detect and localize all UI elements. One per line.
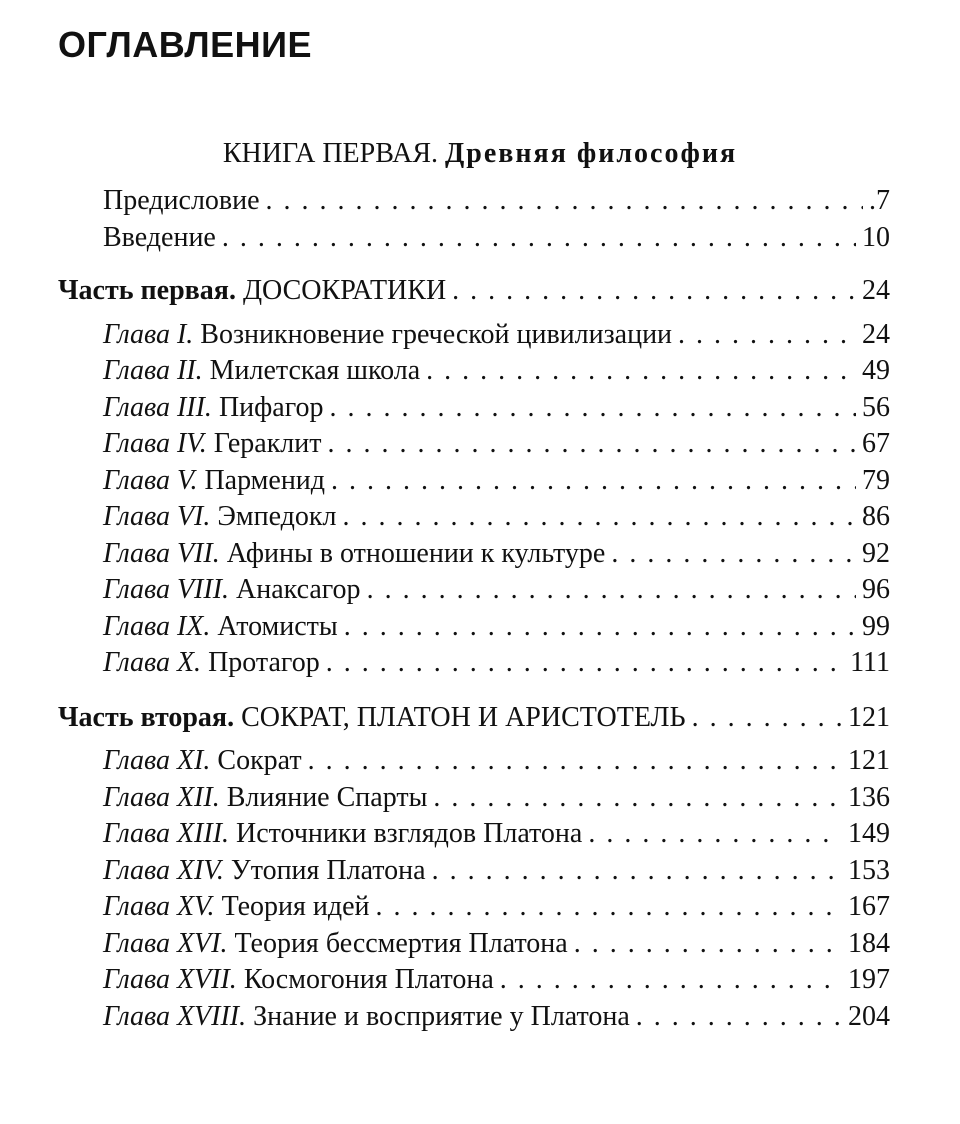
dot-leader [328,426,857,463]
toc-page-number: 67 [862,428,890,459]
toc-chapter-label [103,317,672,354]
table-of-contents [0,183,960,1035]
book-subtitle: Древняя философия [445,138,738,169]
chapter-number: Глава IX. [103,610,211,642]
toc-chapter-label [103,353,420,390]
toc-part-2[interactable] [0,700,890,737]
dot-leader [308,743,842,780]
toc-chapter-label [103,889,370,926]
toc-page-number: 149 [848,818,890,849]
toc-chapter-label [103,926,568,963]
chapter-title: Утопия Платона [230,854,426,886]
dot-leader [266,183,863,220]
toc-part-label [58,700,686,737]
toc-chapter[interactable] [0,463,890,500]
chapter-number: Глава XIV. [103,854,224,886]
toc-chapter[interactable] [0,353,890,390]
dot-leader [574,926,842,963]
dot-leader [636,999,842,1036]
book-prefix: КНИГА ПЕРВАЯ. [222,138,439,169]
chapter-title: Источники взглядов Платона [236,818,583,849]
toc-chapter[interactable] [0,743,890,780]
toc-page-number: 10 [862,221,890,253]
dot-leader [330,390,857,427]
toc-chapter-label [103,962,494,999]
chapter-title: Пифагор [218,391,324,423]
chapter-number: Глава XIII. [103,818,230,849]
chapter-title: Теория бессмертия Платона [234,927,568,959]
toc-chapter-label [103,390,324,427]
chapter-number: Глава XV. [103,891,215,922]
toc-page-number: 24 [862,318,890,350]
toc-chapter[interactable] [0,780,890,817]
toc-entry-preface[interactable] [0,183,890,220]
dot-leader [342,499,856,536]
part-title: СОКРАТ, ПЛАТОН И АРИСТОТЕЛЬ [241,701,686,733]
book-heading [0,138,960,170]
toc-chapter[interactable] [0,390,890,427]
toc-chapter-label [103,463,325,500]
chapter-title: Парменид [204,464,326,496]
toc-chapter-label [103,572,361,609]
dot-leader [611,536,856,573]
toc-chapter-label [103,780,427,817]
toc-chapter-label [103,645,320,682]
chapter-title: Атомисты [217,610,338,642]
toc-chapter-label [103,853,426,890]
chapter-title: Космогония Платона [243,964,494,995]
chapter-title: Анаксагор [236,574,361,605]
chapter-title: Теория идей [221,891,370,922]
toc-chapter-label [103,999,630,1036]
toc-chapter[interactable] [0,499,890,536]
toc-entry-introduction[interactable] [0,220,890,257]
toc-chapter[interactable] [0,999,890,1036]
dot-leader [222,220,856,257]
toc-page-number: 49 [862,355,890,386]
chapter-number: Глава X. [103,647,202,678]
toc-chapter[interactable] [0,317,890,354]
dot-leader [452,273,856,310]
toc-page-number: 167 [848,891,890,922]
toc-page-number: 204 [848,1000,890,1032]
toc-page-number: 153 [848,854,890,886]
toc-page-number: 56 [862,391,890,423]
chapter-title: Афины в отношении к культуре [226,537,606,569]
toc-entry-label: Предисловие [103,185,260,216]
toc-page-number: 86 [862,501,890,532]
part-title: ДОСОКРАТИКИ [242,275,447,306]
dot-leader [500,962,842,999]
part-prefix: Часть вторая. [58,701,235,733]
chapter-number: Глава XVI. [103,927,228,959]
chapter-title: Протагор [208,647,320,678]
toc-chapter[interactable] [0,536,890,573]
dot-leader [588,816,842,853]
toc-chapter-label [103,536,605,573]
toc-entry-label: Введение [103,221,216,253]
toc-page-number: 121 [848,745,890,776]
toc-chapter-label [103,816,582,853]
toc-chapter[interactable] [0,889,890,926]
toc-page-number: 79 [862,464,890,496]
dot-leader [678,317,856,354]
chapter-number: Глава II. [103,355,203,386]
dot-leader [331,463,856,500]
chapter-title: Сократ [217,745,302,776]
toc-page-number: 96 [862,574,890,605]
toc-page-number: 121 [848,701,890,733]
chapter-number: Глава XVIII. [103,1000,247,1032]
toc-chapter[interactable] [0,645,890,682]
toc-chapter[interactable] [0,426,890,463]
toc-page-number: .7 [869,185,890,216]
dot-leader [344,609,856,646]
dot-leader [426,353,856,390]
page-title: ОГЛАВЛЕНИЕ [58,24,313,65]
toc-page-number: 197 [848,964,890,995]
chapter-title: Возникновение греческой цивилизации [200,318,673,350]
chapter-number: Глава XI. [103,745,211,776]
dot-leader [367,572,856,609]
chapter-title: Эмпедокл [217,501,337,532]
toc-chapter-label [103,743,302,780]
dot-leader [326,645,844,682]
chapter-number: Глава VII. [103,537,220,569]
toc-part-1[interactable] [0,273,890,310]
chapter-number: Глава VIII. [103,574,230,605]
chapter-number: Глава VI. [103,501,211,532]
toc-part-label [58,273,446,310]
toc-chapter[interactable] [0,609,890,646]
chapter-title: Милетская школа [209,355,421,386]
toc-page-number: 92 [862,537,890,569]
chapter-title: Гераклит [213,428,322,459]
toc-chapter[interactable] [0,962,890,999]
chapter-number: Глава V. [103,464,198,496]
toc-page-number: 99 [862,610,890,642]
chapter-number: Глава XII. [103,781,220,813]
dot-leader [692,700,842,737]
dot-leader [433,780,842,817]
toc-chapter-label [103,426,322,463]
toc-chapter[interactable] [0,572,890,609]
chapter-title: Влияние Спарты [226,781,428,813]
chapter-number: Глава XVII. [103,964,237,995]
toc-chapter[interactable] [0,816,890,853]
toc-page-number: 184 [848,927,890,959]
toc-chapter[interactable] [0,853,890,890]
chapter-number: Глава III. [103,391,212,423]
part-prefix: Часть первая. [58,275,236,306]
toc-chapter-label [103,609,338,646]
toc-chapter-label [103,499,336,536]
toc-page-number: 24 [862,275,890,306]
toc-page-number: 111 [850,647,890,678]
chapter-number: Глава IV. [103,428,207,459]
chapter-number: Глава I. [103,318,194,350]
toc-page-number: 136 [848,781,890,813]
dot-leader [376,889,842,926]
dot-leader [432,853,842,890]
toc-chapter[interactable] [0,926,890,963]
chapter-title: Знание и восприятие у Платона [253,1000,630,1032]
